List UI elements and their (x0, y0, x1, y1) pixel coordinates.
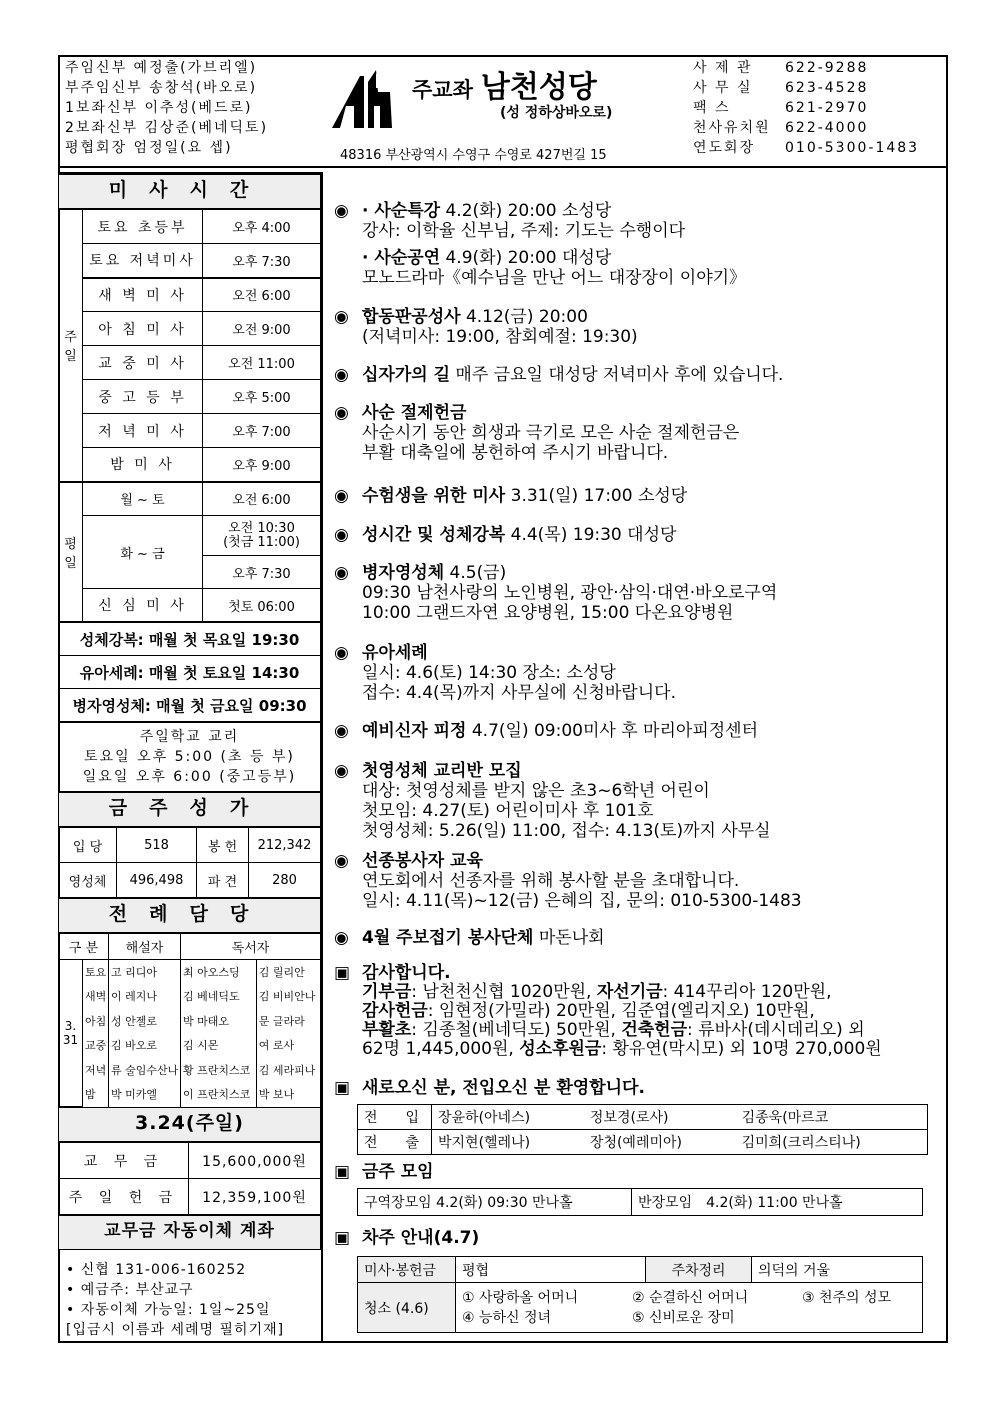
thanks-line (334, 1002, 882, 1021)
contact-item (693, 58, 919, 78)
notice-item (334, 365, 783, 385)
mass-time: 오전 6:00 (203, 482, 321, 516)
group: ② 순결하신 어머니 (632, 1289, 749, 1306)
notice-title: 예비신자 피정 (362, 721, 467, 741)
reader-1: 김 베네딕도 (181, 984, 257, 1009)
notice-heading (334, 851, 802, 871)
reader-2: 문 글라라 (256, 1009, 320, 1034)
account-line: • 예금주: 부산교구 (66, 1282, 194, 1298)
monthly-item: 유아세례: 매월 첫 토요일 14:30 (59, 656, 321, 689)
notice-text: 3.31(일) 17:00 소성당 (505, 486, 688, 506)
clean-groups (456, 1283, 923, 1333)
welcome-row (358, 1130, 928, 1155)
monthly-row (59, 689, 321, 722)
notice-title: 선종봉사자 교육 (362, 851, 483, 871)
monthly-row (59, 623, 321, 656)
mass-name: 교 중 미 사 (83, 346, 203, 380)
notice-item (334, 563, 777, 623)
account-title: 교무금 자동이체 계좌 (58, 1215, 321, 1250)
clergy-item: 1보좌신부 이추성(베드로) (65, 100, 253, 116)
mass-name: 월 ~ 토 (83, 482, 203, 516)
thanks-line (334, 1021, 882, 1040)
mass-row (59, 380, 321, 414)
bullet-icon: ◉ (334, 403, 349, 423)
meeting-table (357, 1188, 923, 1216)
contact-item (693, 78, 919, 98)
mass-row (59, 278, 321, 312)
notice-text: 마돈나회 (533, 928, 605, 948)
bullet-icon: ◉ (334, 563, 349, 583)
reader-2: 김 세라피나 (256, 1058, 320, 1083)
notice-line: 첫모임: 4.27(토) 어린이미사 후 101호 (362, 801, 654, 821)
mass-name: 토요 저녁미사 (83, 244, 203, 278)
move-type: 전 출 (358, 1130, 432, 1155)
notice-title: 유아세례 (362, 643, 428, 663)
offering-label: 교 무 금 (59, 1143, 189, 1179)
monthly-row (59, 656, 321, 689)
next-value: 의덕의 거울 (752, 1257, 923, 1283)
donation-detail: 62명 1,445,000원, (362, 1039, 520, 1059)
liturgy-row (59, 1058, 321, 1083)
reader-1: 황 프란치스코 (181, 1058, 257, 1083)
mass-time (203, 516, 321, 556)
commentator: 김 바오로 (109, 1033, 181, 1058)
notice-heading (334, 307, 638, 327)
church-logo-icon (330, 62, 410, 132)
mass-time: 오전 11:00 (203, 346, 321, 380)
bullet-icon: ◉ (334, 307, 349, 327)
notice-title: 사순 절제헌금 (362, 403, 467, 423)
notice-text: 4.2(화) 20:00 소성당 (440, 201, 612, 221)
notice-heading (334, 486, 687, 506)
mass-row (59, 312, 321, 346)
notice-heading (334, 563, 777, 583)
mass-time: 오전 6:00 (203, 278, 321, 312)
bullet-icon: ◉ (334, 761, 349, 781)
square-bullet-icon: ▣ (334, 963, 351, 983)
mass-name: 저 녁 미 사 (83, 414, 203, 448)
mass-time-note: (첫금 11:00) (223, 534, 300, 550)
contact-value: 623-4528 (785, 80, 869, 96)
notice-heading (334, 721, 758, 741)
commentator: 이 레지나 (109, 984, 181, 1009)
reader-2: 여 로사 (256, 1033, 320, 1058)
choir-label: 입 당 (59, 828, 117, 863)
sunday-school (58, 722, 321, 792)
col-header: 독서자 (181, 934, 321, 960)
liturgy-row (59, 1009, 321, 1034)
bullet-icon: ◉ (334, 721, 349, 741)
school-line: 주일학교 교리 (139, 729, 240, 745)
thanks-heading (334, 963, 882, 983)
donation-detail: : 임현정(가밀라) 20만원, 김준엽(엘리지오) 10만원, (427, 1001, 815, 1021)
bullet-icon: ◉ (334, 201, 349, 221)
bullet-icon: ◉ (334, 851, 349, 871)
bullet-icon: ◉ (334, 486, 349, 506)
contact-label: 사 제 관 (693, 60, 753, 76)
reader-2: 김 비비안나 (256, 984, 320, 1009)
notice-title: 4월 주보접기 봉사단체 (362, 928, 534, 948)
square-bullet-icon: ▣ (334, 1078, 351, 1098)
notice-title: 첫영성체 교리반 모집 (362, 761, 522, 781)
reader-2: 박 보나 (256, 1082, 320, 1107)
mass-row (59, 589, 321, 622)
mass-name: 신 심 미 사 (83, 589, 203, 622)
welcome-title: 새로오신 분, 전입오신 분 환영합니다. (362, 1078, 645, 1098)
notice-item (334, 721, 758, 741)
account-info (58, 1250, 321, 1350)
reader-1: 박 마태오 (181, 1009, 257, 1034)
donation-detail: : 황유연(막시모) 외 10명 270,000원 (601, 1039, 882, 1059)
donation-detail: : 류바사(데시데리오) 외 (687, 1020, 865, 1040)
church-address: 48316 부산광역시 수영구 수영로 427번길 15 (340, 148, 607, 163)
group: ④ 능하신 정녀 (462, 1309, 552, 1326)
notice-line: 대상: 첫영성체를 받지 않은 초3~6학년 어린이 (362, 781, 710, 801)
notice-line: 일시: 4.6(토) 14:30 장소: 소성당 (362, 663, 616, 683)
bullet-icon: ◉ (334, 643, 349, 663)
weekday-label: 평일 (59, 482, 83, 622)
notice-line: 10:00 그랜드자연 요양병원, 15:00 다온요양병원 (362, 603, 734, 623)
liturgy-row (59, 960, 321, 985)
commentator: 류 술임수산나 (109, 1058, 181, 1083)
donation-detail: : 414꾸리아 120만원, (662, 982, 832, 1002)
notice-title: · 사순공연 (362, 248, 441, 268)
notice-item (334, 761, 771, 841)
thanks-line (334, 983, 882, 1002)
offering-row (59, 1179, 321, 1215)
choir-table (58, 827, 321, 898)
meeting-item: 반장모임 4.2(화) 11:00 만나홀 (632, 1189, 923, 1216)
notice-heading (334, 643, 676, 663)
notice-line: 일시: 4.11(목)~12(금) 은혜의 집, 문의: 010-5300-1483 (362, 891, 802, 911)
notice-line: (저녁미사: 19:00, 참회예절: 19:30) (362, 327, 638, 347)
notice-line: 09:30 남천사랑의 노인병원, 광안·삼익·대연·바오로구역 (362, 583, 778, 603)
notice-item (334, 643, 676, 703)
mass-slot: 교중 (83, 1033, 109, 1058)
contact-item (693, 138, 919, 158)
mass-row (59, 414, 321, 448)
reader-1: 김 시몬 (181, 1033, 257, 1058)
contact-label: 천사유치원 (693, 120, 771, 136)
notice-heading (334, 403, 739, 423)
church-title: 주교좌 남천성당 (412, 70, 597, 105)
group: ⑤ 신비로운 장미 (632, 1309, 735, 1326)
mass-row (59, 346, 321, 380)
choir-label: 파 견 (197, 863, 249, 898)
mass-row (59, 210, 321, 244)
donation-type: 성소후원금 (519, 1039, 602, 1059)
choir-label: 영성체 (59, 863, 117, 898)
group: ① 사랑하올 어머니 (462, 1289, 579, 1306)
liturgy-date: 3. 31 (59, 960, 83, 1107)
thanks-title: 감사합니다. (362, 963, 451, 983)
liturgy-row (59, 984, 321, 1009)
choir-number: 518 (117, 828, 197, 863)
mass-time: 오후 4:00 (203, 210, 321, 244)
clergy-item: 2보좌신부 김상준(베네딕토) (65, 120, 269, 136)
liturgy-table (58, 933, 321, 1107)
meeting-title: 금주 모임 (362, 1162, 434, 1182)
contact-item (693, 98, 919, 118)
mass-row (59, 244, 321, 278)
mass-time: 오후 5:00 (203, 380, 321, 414)
commentator: 박 미카엘 (109, 1082, 181, 1107)
notice-item (334, 201, 685, 241)
reader-1: 최 아오스딩 (181, 960, 257, 985)
notice-line: 부활 대축일에 봉헌하여 주시기 바랍니다. (362, 443, 669, 463)
mass-time-main: 오전 10:30 (228, 520, 295, 536)
choir-label: 봉 헌 (197, 828, 249, 863)
donation-detail: : 남천천신협 1020만원, (411, 982, 597, 1002)
account-line: [입금시 이름과 세례명 필히기재] (66, 1322, 285, 1338)
notice-line: 사순시기 동안 희생과 극기로 모은 사순 절제헌금은 (362, 423, 740, 443)
notice-text: 4.9(화) 20:00 대성당 (440, 248, 612, 268)
mass-row (59, 516, 321, 556)
offering-title: 3.24(주일) (58, 1107, 321, 1142)
notice-line: 접수: 4.4(목)까지 사무실에 신청바랍니다. (362, 683, 676, 703)
left-sidebar (58, 172, 323, 1343)
clergy-item: 부주임신부 송창석(바오로) (65, 80, 258, 96)
notice-line: 연도회에서 선종자를 위해 봉사할 분을 초대합니다. (362, 871, 740, 891)
thanks-section (334, 963, 882, 1059)
commentator: 고 리디아 (109, 960, 181, 985)
square-bullet-icon: ▣ (334, 1162, 351, 1182)
clergy-item: 평협회장 엄정일(요 셉) (65, 140, 233, 156)
member-name: 김종욱(마르코 (736, 1105, 928, 1130)
col-header: 해설자 (109, 934, 181, 960)
monthly-item: 병자영성체: 매월 첫 금요일 09:30 (59, 689, 321, 722)
offering-amount: 12,359,100원 (189, 1179, 321, 1215)
mass-name: 토요 초등부 (83, 210, 203, 244)
notice-item (334, 851, 802, 911)
next-week-title: 차주 안내(4.7) (362, 1228, 480, 1248)
reader-2: 김 릴리안 (256, 960, 320, 985)
liturgy-row (59, 1082, 321, 1107)
contact-value: 621-2970 (785, 100, 869, 116)
next-value: 평협 (456, 1257, 646, 1283)
bullet-icon: ◉ (334, 365, 349, 385)
notice-item (334, 525, 676, 545)
notice-title: · 사순특강 (362, 201, 441, 221)
notice-title: 십자가의 길 (362, 365, 451, 385)
contact-label: 팩 스 (693, 100, 731, 116)
mass-slot: 아침 (83, 1009, 109, 1034)
choir-number: 496,498 (117, 863, 197, 898)
notice-text: 4.12(금) 20:00 (460, 307, 588, 327)
mass-slot: 새벽 (83, 984, 109, 1009)
notice-text: 4.7(일) 09:00미사 후 마리아피정센터 (466, 721, 759, 741)
contact-label: 사 무 실 (693, 80, 753, 96)
notice-title: 수험생을 위한 미사 (362, 486, 506, 506)
notice-heading (334, 248, 746, 268)
bullet-icon: ◉ (334, 525, 349, 545)
commentator: 성 안젤로 (109, 1009, 181, 1034)
choir-row (59, 863, 321, 898)
school-line: 토요일 오후 5:00 (초 등 부) (84, 749, 295, 765)
notice-heading (334, 365, 783, 385)
offering-label: 주 일 헌 금 (59, 1179, 189, 1215)
notice-line: 강사: 이학율 신부님, 주제: 기도는 수행이다 (362, 221, 686, 241)
next-week-heading (334, 1228, 479, 1248)
account-line: • 자동이체 가능일: 1일~25일 (66, 1302, 271, 1318)
donation-type: 기부금 (362, 982, 412, 1002)
group: ③ 천주의 성모 (802, 1289, 892, 1306)
mass-time: 오후 9:00 (203, 448, 321, 482)
meeting-item: 구역장모임 4.2(화) 09:30 만나홀 (358, 1189, 632, 1216)
church-subtitle: (성 정하상바오로) (500, 105, 613, 121)
member-name: 정보경(로사) (584, 1105, 736, 1130)
notice-title: 병자영성체 (362, 563, 445, 583)
notice-text: 4.5(금) (444, 563, 507, 583)
notice-text: 매주 금요일 대성당 저녁미사 후에 있습니다. (450, 365, 784, 385)
notice-line: 첫영성체: 5.26(일) 11:00, 접수: 4.13(토)까지 사무실 (362, 821, 771, 841)
mass-row (59, 448, 321, 482)
sunday-label: 주일 (59, 210, 83, 482)
member-name: 장윤하(아네스) (432, 1105, 584, 1130)
mass-name: 아 침 미 사 (83, 312, 203, 346)
notice-heading (334, 201, 685, 221)
mass-time: 첫토 06:00 (203, 589, 321, 622)
liturgy-title: 전례담당 (58, 898, 321, 933)
welcome-heading (334, 1078, 645, 1098)
notice-heading (334, 928, 605, 948)
notice-heading (334, 525, 676, 545)
offering-row (59, 1143, 321, 1179)
liturgy-header (59, 934, 321, 960)
contact-value: 010-5300-1483 (785, 140, 920, 156)
notice-item (334, 307, 638, 347)
header-divider (58, 166, 948, 168)
donation-type: 감사헌금 (362, 1001, 428, 1021)
school-line: 일요일 오후 6:00 (중고등부) (82, 769, 297, 785)
move-type: 전 입 (358, 1105, 432, 1130)
donation-type: 자선기금 (596, 982, 663, 1002)
mass-name: 화 ~ 금 (83, 516, 203, 589)
mass-row (59, 482, 321, 516)
clergy-list (65, 58, 268, 158)
mass-time: 오전 9:00 (203, 312, 321, 346)
mass-times-table (58, 209, 321, 622)
mass-slot: 토요 (83, 960, 109, 985)
bullet-icon: ◉ (334, 928, 349, 948)
choir-number: 212,342 (249, 828, 321, 863)
clean-label: 청소 (4.6) (358, 1283, 456, 1333)
donation-type: 건축헌금 (621, 1020, 688, 1040)
mass-time: 오후 7:00 (203, 414, 321, 448)
liturgy-row (59, 1033, 321, 1058)
welcome-table (357, 1104, 928, 1155)
next-week-table (357, 1256, 923, 1333)
notice-heading (334, 761, 771, 781)
mass-name: 새 벽 미 사 (83, 278, 203, 312)
monthly-item: 성체강복: 매월 첫 목요일 19:30 (59, 623, 321, 656)
notice-title: 성시간 및 성체강복 (362, 525, 506, 545)
notice-text: 4.4(목) 19:30 대성당 (505, 525, 677, 545)
mass-name: 밤 미 사 (83, 448, 203, 482)
member-name: 박지현(헬레나) (432, 1130, 584, 1155)
next-label: 미사·봉헌금 (358, 1257, 456, 1283)
reader-1: 이 프란치스코 (181, 1082, 257, 1107)
member-name: 장청(예레미아) (584, 1130, 736, 1155)
notice-item (334, 928, 605, 948)
notice-item (334, 248, 746, 288)
notice-title: 합동판공성사 (362, 307, 461, 327)
mass-time: 오후 7:30 (203, 556, 321, 589)
member-name: 김미희(크리스티나) (736, 1130, 928, 1155)
choir-number: 280 (249, 863, 321, 898)
mass-time: 오후 7:30 (203, 244, 321, 278)
thanks-line (334, 1040, 882, 1059)
contact-value: 622-9288 (785, 60, 869, 76)
donation-detail: : 김종철(베네딕도) 50만원, (411, 1020, 622, 1040)
mass-name: 중 고 등 부 (83, 380, 203, 414)
mass-slot: 밤 (83, 1082, 109, 1107)
offering-amount: 15,600,000원 (189, 1143, 321, 1179)
account-line: • 신협 131-006-160252 (66, 1262, 247, 1278)
choir-row (59, 828, 321, 863)
next-label: 주차정리 (646, 1257, 752, 1283)
square-bullet-icon: ▣ (334, 1228, 351, 1248)
welcome-row (358, 1105, 928, 1130)
contact-value: 622-4000 (785, 120, 869, 136)
notice-item (334, 486, 687, 506)
offering-table (58, 1142, 321, 1215)
col-header: 구 분 (59, 934, 109, 960)
monthly-schedule (58, 622, 321, 722)
mass-slot: 저녁 (83, 1058, 109, 1083)
donation-type: 부활초 (362, 1020, 412, 1040)
meeting-heading (334, 1162, 434, 1182)
contact-label: 연도회장 (693, 140, 756, 156)
contact-list (693, 58, 919, 158)
choir-title: 금주성가 (58, 792, 321, 827)
contact-item (693, 118, 919, 138)
mass-times-title: 미사시간 (58, 174, 321, 209)
notice-line: 모노드라마《예수님을 만난 어느 대장장이 이야기》 (362, 268, 747, 288)
clergy-item: 주임신부 예정출(가브리엘) (65, 60, 258, 76)
notice-item (334, 403, 739, 463)
